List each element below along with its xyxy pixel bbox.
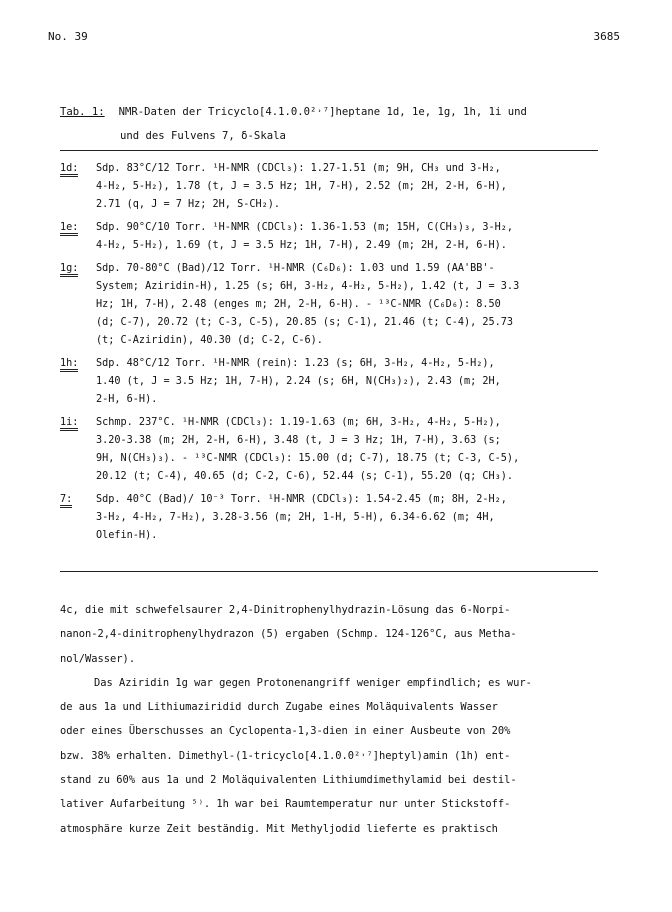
table-label: Tab. 1: — [60, 106, 105, 118]
entry-line: (t; C-Aziridin), 40.30 (d; C-2, C-6). — [96, 335, 323, 346]
compound-label — [60, 160, 94, 178]
entry-line: Sdp. 70-80°C (Bad)/12 Torr. ¹H-NMR (C₆D₆): 1.03 und 1.59 (AA'BB'- — [96, 263, 495, 274]
table-entry — [60, 160, 620, 214]
caption-text-1: NMR-Daten der Tricyclo[4.1.0.0²˒⁷]heptane 1d, 1e, 1g, 1h, 1i und — [118, 106, 527, 118]
entry-line: 4-H₂, 5-H₂), 1.69 (t, J = 3.5 Hz; 1H, 7-H), 2.49 (m; 2H, 2-H, 6-H). — [96, 240, 507, 251]
table-entry — [60, 219, 620, 255]
entry-line: Olefin-H). — [96, 530, 158, 541]
entry-line: 2-H, 6-H). — [96, 394, 158, 405]
compound-label-text: 1e: — [60, 222, 78, 236]
page-header — [48, 30, 620, 50]
entry-line: 9H, N(CH₃)₃). - ¹³C-NMR (CDCl₃): 15.00 (d; C-7), 18.75 (t; C-3, C-5), — [96, 453, 520, 464]
entry-line: 4-H₂, 5-H₂), 1.78 (t, J = 3.5 Hz; 1H, 7-H), 2.52 (m; 2H, 2-H, 6-H), — [96, 181, 507, 192]
body-line: 4c, die mit schwefelsaurer 2,4-Dinitrophenylhydrazin-Lösung das 6-Norpi- — [60, 604, 511, 616]
table-entry — [60, 355, 620, 409]
caption-line-1 — [60, 100, 620, 124]
body-line: nanon-2,4-dinitrophenylhydrazon (5) ergaben (Schmp. 124-126°C, aus Metha- — [60, 628, 517, 641]
entry-line: Sdp. 48°C/12 Torr. ¹H-NMR (rein): 1.23 (s; 6H, 3-H₂, 4-H₂, 5-H₂), — [96, 358, 495, 369]
page-number: 3685 — [593, 30, 620, 43]
body-line: bzw. 38% erhalten. Dimethyl-(1-tricyclo[4.1.0.0²˒⁷]heptyl)amin (1h) ent- — [60, 749, 511, 762]
entry-line: 3-H₂, 4-H₂, 7-H₂), 3.28-3.56 (m; 2H, 1-H, 5-H), 6.34-6.62 (m; 4H, — [96, 512, 495, 523]
body-line: Das Aziridin 1g war gegen Protonenangriff weniger empfindlich; es wur- — [94, 676, 532, 689]
compound-label — [60, 260, 94, 278]
compound-label-text: 7: — [60, 494, 72, 508]
entry-line: Sdp. 83°C/12 Torr. ¹H-NMR (CDCl₃): 1.27-1.51 (m; 9H, CH₃ und 3-H₂, — [96, 163, 501, 174]
entry-line: 3.20-3.38 (m; 2H, 2-H, 6-H), 3.48 (t, J = 3 Hz; 1H, 7-H), 3.63 (s; — [96, 435, 501, 446]
caption-line-2: und des Fulvens 7, δ-Skala — [120, 130, 286, 142]
table-top-rule — [60, 150, 598, 151]
compound-label-text: 1g: — [60, 263, 78, 277]
journal-number: No. 39 — [48, 30, 88, 43]
compound-label-text: 1d: — [60, 163, 78, 177]
entry-line: Sdp. 40°C (Bad)/ 10⁻³ Torr. ¹H-NMR (CDCl₃): 1.54-2.45 (m; 8H, 2-H₂, — [96, 494, 507, 505]
compound-label — [60, 219, 94, 237]
table-entries — [60, 160, 620, 550]
entry-line: System; Aziridin-H), 1.25 (s; 6H, 3-H₂, 4-H₂, 5-H₂), 1.42 (t, J = 3.3 — [96, 281, 520, 292]
compound-label — [60, 355, 94, 373]
table-bottom-rule — [60, 571, 598, 572]
entry-line: 2.71 (q, J = 7 Hz; 2H, S-CH₂). — [96, 199, 281, 210]
body-text — [60, 598, 620, 841]
entry-line: (d; C-7), 20.72 (t; C-3, C-5), 20.85 (s; C-1), 21.46 (t; C-4), 25.73 — [96, 317, 514, 328]
body-line: stand zu 60% aus 1a und 2 Moläquivalenten Lithiumdimethylamid bei destil- — [60, 774, 517, 787]
table-entry — [60, 491, 620, 545]
compound-label-text: 1i: — [60, 417, 78, 431]
table-entry — [60, 414, 620, 486]
entry-line: Schmp. 237°C. ¹H-NMR (CDCl₃): 1.19-1.63 (m; 6H, 3-H₂, 4-H₂, 5-H₂), — [96, 417, 501, 428]
entry-line: Hz; 1H, 7-H), 2.48 (enges m; 2H, 2-H, 6-H). - ¹³C-NMR (C₆D₆): 8.50 — [96, 299, 501, 310]
table-entry — [60, 260, 620, 350]
entry-line: Sdp. 90°C/10 Torr. ¹H-NMR (CDCl₃): 1.36-1.53 (m; 15H, C(CH₃)₃, 3-H₂, — [96, 222, 514, 233]
body-line: nol/Wasser). — [60, 652, 136, 665]
entry-line: 1.40 (t, J = 3.5 Hz; 1H, 7-H), 2.24 (s; 6H, N(CH₃)₂), 2.43 (m; 2H, — [96, 376, 501, 387]
compound-label — [60, 414, 94, 432]
compound-label — [60, 491, 94, 509]
body-line: oder eines Überschusses an Cyclopenta-1,3-dien in einer Ausbeute von 20% — [60, 725, 511, 738]
body-line: de aus 1a und Lithiumaziridid durch Zugabe eines Moläquivalents Wasser — [60, 701, 498, 714]
compound-label-text: 1h: — [60, 358, 78, 372]
body-line: lativer Aufarbeitung ⁵⁾. 1h war bei Raumtemperatur nur unter Stickstoff- — [60, 798, 511, 811]
body-line: atmosphäre kurze Zeit beständig. Mit Methyljodid lieferte es praktisch — [60, 822, 498, 835]
table-caption — [60, 100, 620, 148]
entry-line: 20.12 (t; C-4), 40.65 (d; C-2, C-6), 52.44 (s; C-1), 55.20 (q; CH₃). — [96, 471, 514, 482]
